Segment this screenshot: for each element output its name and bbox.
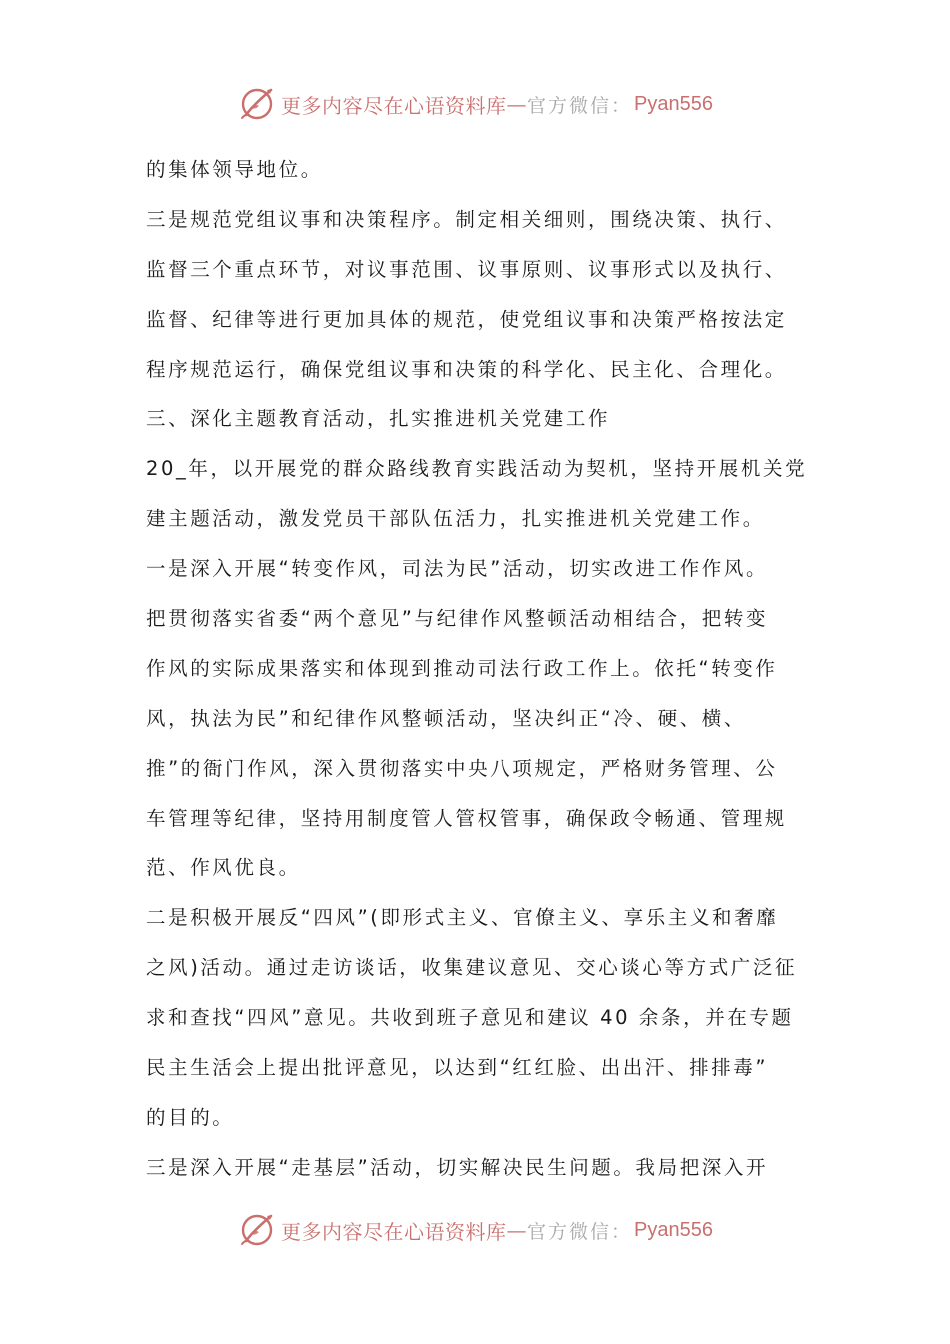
- body-line: 三是规范党组议事和决策程序。制定相关细则，围绕决策、执行、: [146, 207, 787, 231]
- body-line: 建主题活动，激发党员干部队伍活力，扎实推进机关党建工作。: [146, 507, 765, 531]
- footer-wechat-label: 官方微信：: [527, 1220, 633, 1243]
- body-line: 的集体领导地位。: [146, 158, 323, 181]
- body-line: 程序规范运行，确保党组议事和决策的科学化、民主化、合理化。: [146, 357, 787, 381]
- header-brand-text: 更多内容尽在心语资料库: [281, 93, 507, 118]
- header-wechat-label: 官方微信：: [527, 94, 633, 117]
- footer-account: Pyan556: [634, 1218, 713, 1241]
- body-line: 民主生活会上提出批评意见，以达到“红红脸、出出汗、排排毒”: [146, 1056, 769, 1080]
- body-line: 把贯彻落实省委“两个意见”与纪律作风整顿活动相结合，把转变: [146, 607, 769, 631]
- document-body: [146, 150, 808, 1198]
- body-line: 三是深入开展“走基层”活动，切实解决民生问题。我局把深入开: [146, 1155, 769, 1179]
- body-line: 之风)活动。通过走访谈话，收集建议意见、交心谈心等方式广泛征: [146, 956, 798, 980]
- footer-banner: [0, 1208, 950, 1252]
- body-line: 监督三个重点环节，对议事范围、议事原则、议事形式以及执行、: [146, 257, 787, 281]
- footer-dash: —: [506, 1218, 527, 1242]
- body-line: 的目的。: [146, 1105, 235, 1129]
- header-dash: —: [506, 92, 527, 116]
- body-line: 求和查找“四风”意见。共收到班子意见和建议 40 余条，并在专题: [146, 1006, 794, 1030]
- body-line: 监督、纪律等进行更加具体的规范，使党组议事和决策严格按法定: [146, 307, 787, 331]
- body-line: 车管理等纪律，坚持用制度管人管权管事，确保政令畅通、管理规: [146, 806, 787, 830]
- body-line: 二是积极开展反“四风”(即形式主义、官僚主义、享乐主义和奢靡: [146, 906, 779, 930]
- body-line: 范、作风优良。: [146, 856, 301, 880]
- body-line: 作风的实际成果落实和体现到推动司法行政工作上。依托“转变作: [146, 656, 778, 680]
- pen-logo-icon: [237, 84, 277, 124]
- header-account: Pyan556: [634, 92, 713, 115]
- body-line: 一是深入开展“转变作风，司法为民”活动，切实改进工作作风。: [146, 557, 769, 581]
- body-line: 风，执法为民”和纪律作风整顿活动，坚决纠正“冷、硬、横、: [146, 706, 747, 730]
- pen-logo-icon: [237, 1210, 277, 1250]
- footer-brand-text: 更多内容尽在心语资料库: [281, 1219, 507, 1244]
- header-banner: [0, 82, 950, 126]
- body-line: 推”的衙门作风，深入贯彻落实中央八项规定，严格财务管理、公: [146, 756, 778, 780]
- body-line: 20_年，以开展党的群众路线教育实践活动为契机，坚持开展机关党: [146, 457, 808, 481]
- section-heading: 三、深化主题教育活动，扎实推进机关党建工作: [146, 407, 611, 431]
